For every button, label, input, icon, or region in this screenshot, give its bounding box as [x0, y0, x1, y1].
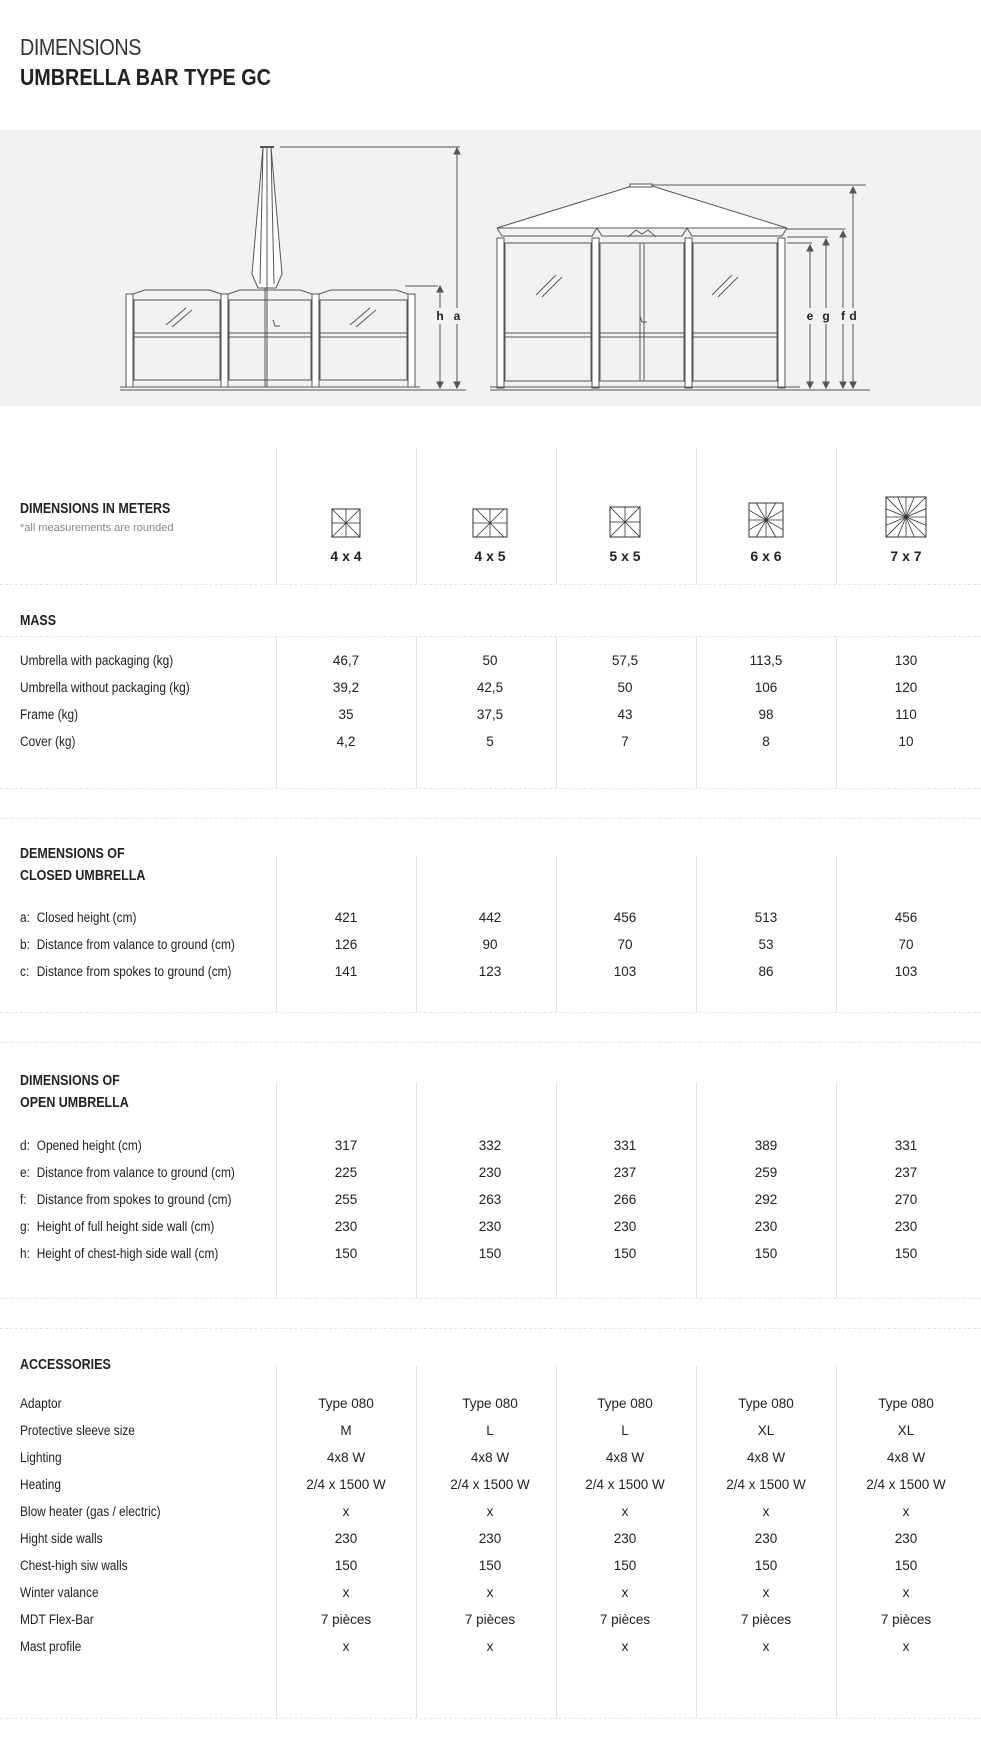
rounding-note: *all measurements are rounded: [20, 522, 174, 534]
row-label: [20, 964, 232, 979]
row-label: [20, 1219, 214, 1234]
cell-value: x: [342, 1585, 350, 1600]
row-divider: [0, 1012, 981, 1013]
row-label: [20, 937, 235, 952]
cell-value: 130: [894, 653, 918, 668]
umbrella-diagram-drawing: [0, 130, 981, 406]
row-label: [20, 1504, 161, 1519]
row-label-text: Heating: [20, 1477, 61, 1492]
open-title-line2: OPEN UMBRELLA: [20, 1095, 129, 1111]
column-divider: [696, 448, 697, 584]
row-prefix: h:: [20, 1246, 30, 1261]
column-divider: [556, 636, 557, 788]
column-divider: [836, 448, 837, 584]
cell-value: 141: [334, 964, 358, 979]
cell-value: 255: [334, 1192, 358, 1207]
row-prefix: d:: [20, 1138, 30, 1153]
row-label: [20, 680, 190, 695]
cell-value: 259: [754, 1165, 778, 1180]
cell-value: 4x8 W: [326, 1450, 366, 1465]
closed-title-line2: CLOSED UMBRELLA: [20, 868, 146, 884]
cell-value: x: [902, 1639, 910, 1654]
cell-value: 50: [617, 680, 633, 695]
column-divider: [276, 1366, 277, 1718]
cell-value: x: [762, 1504, 770, 1519]
umbrella-4x5-icon: [472, 508, 508, 538]
closed-title-line1: DEMENSIONS OF: [20, 846, 125, 862]
cell-value: Type 080: [318, 1396, 374, 1411]
row-divider: [0, 818, 981, 819]
row-label: [20, 1612, 94, 1627]
dim-label-a: a: [453, 309, 461, 323]
column-divider: [696, 636, 697, 788]
cell-value: 2/4 x 1500 W: [726, 1477, 806, 1492]
cell-value: 237: [613, 1165, 637, 1180]
cell-value: 86: [758, 964, 774, 979]
cell-value: x: [342, 1504, 350, 1519]
row-label: [20, 1423, 135, 1438]
row-label-text: Lighting: [20, 1450, 62, 1465]
cell-value: 5: [486, 734, 494, 749]
row-label: [20, 1585, 99, 1600]
column-divider: [696, 856, 697, 1012]
cell-value: x: [762, 1639, 770, 1654]
cell-value: x: [902, 1504, 910, 1519]
column-divider: [556, 448, 557, 584]
umbrella-4x4-icon: [331, 508, 361, 538]
row-prefix: a:: [20, 910, 30, 925]
cell-value: 2/4 x 1500 W: [866, 1477, 946, 1492]
column-divider: [696, 1082, 697, 1298]
row-label: [20, 707, 78, 722]
page-supertitle: DIMENSIONS: [20, 34, 141, 60]
column-divider: [556, 856, 557, 1012]
row-divider: [0, 1328, 981, 1329]
cell-value: 42,5: [476, 680, 504, 695]
cell-value: Type 080: [878, 1396, 934, 1411]
cell-value: 2/4 x 1500 W: [450, 1477, 530, 1492]
cell-value: 317: [334, 1138, 358, 1153]
cell-value: 270: [894, 1192, 918, 1207]
cell-value: Type 080: [462, 1396, 518, 1411]
cell-value: 225: [334, 1165, 358, 1180]
accessories-title: ACCESSORIES: [20, 1357, 111, 1373]
row-label-text: Height of chest-high side wall (cm): [36, 1246, 219, 1261]
row-label: [20, 1531, 103, 1546]
cell-value: x: [486, 1639, 494, 1654]
cell-value: 230: [478, 1531, 502, 1546]
row-label-text: Blow heater (gas / electric): [20, 1504, 161, 1519]
size-label: 4 x 5: [474, 548, 506, 564]
column-divider: [696, 1366, 697, 1718]
cell-value: 39,2: [332, 680, 360, 695]
cell-value: 150: [613, 1246, 637, 1261]
cell-value: 230: [894, 1219, 918, 1234]
cell-value: 7: [621, 734, 629, 749]
column-divider: [416, 856, 417, 1012]
cell-value: 150: [894, 1246, 918, 1261]
cell-value: 4x8 W: [746, 1450, 786, 1465]
cell-value: Type 080: [738, 1396, 794, 1411]
cell-value: 230: [754, 1219, 778, 1234]
cell-value: 230: [894, 1531, 918, 1546]
cell-value: 389: [754, 1138, 778, 1153]
cell-value: x: [621, 1504, 629, 1519]
row-prefix: f:: [20, 1192, 27, 1207]
cell-value: 10: [898, 734, 914, 749]
cell-value: 230: [478, 1165, 502, 1180]
column-divider: [416, 1082, 417, 1298]
row-divider: [0, 1718, 981, 1719]
cell-value: 4,2: [336, 734, 356, 749]
cell-value: 7 pièces: [320, 1612, 372, 1627]
cell-value: 2/4 x 1500 W: [306, 1477, 386, 1492]
column-divider: [276, 1082, 277, 1298]
column-divider: [416, 1366, 417, 1718]
size-label: 6 x 6: [750, 548, 782, 564]
cell-value: 456: [613, 910, 637, 925]
row-prefix: e:: [20, 1165, 30, 1180]
cell-value: 120: [894, 680, 918, 695]
cell-value: 43: [617, 707, 633, 722]
size-label: 7 x 7: [890, 548, 922, 564]
row-label: [20, 1639, 81, 1654]
cell-value: M: [340, 1423, 352, 1438]
umbrella-7x7-icon: [885, 496, 927, 538]
cell-value: 70: [898, 937, 914, 952]
cell-value: x: [486, 1585, 494, 1600]
cell-value: x: [762, 1585, 770, 1600]
row-label-text: Winter valance: [20, 1585, 99, 1600]
cell-value: 442: [478, 910, 502, 925]
row-label-text: Protective sleeve size: [20, 1423, 135, 1438]
column-divider: [836, 1366, 837, 1718]
row-label-text: Height of full height side wall (cm): [36, 1219, 215, 1234]
column-divider: [416, 636, 417, 788]
cell-value: 50: [482, 653, 498, 668]
cell-value: 230: [613, 1219, 637, 1234]
cell-value: 90: [482, 937, 498, 952]
row-label-text: Cover (kg): [20, 734, 76, 749]
dim-label-d: d: [849, 309, 857, 323]
cell-value: 230: [334, 1219, 358, 1234]
cell-value: 237: [894, 1165, 918, 1180]
row-label: [20, 1477, 61, 1492]
dim-label-e: e: [806, 309, 814, 323]
cell-value: XL: [757, 1423, 775, 1438]
row-label-text: Distance from valance to ground (cm): [36, 937, 235, 952]
cell-value: 150: [754, 1246, 778, 1261]
cell-value: 98: [758, 707, 774, 722]
row-divider: [0, 1042, 981, 1043]
row-label-text: Umbrella without packaging (kg): [20, 680, 190, 695]
column-divider: [836, 636, 837, 788]
column-divider: [836, 1082, 837, 1298]
cell-value: 7 pièces: [740, 1612, 792, 1627]
cell-value: 123: [478, 964, 502, 979]
cell-value: 513: [754, 910, 778, 925]
page-header: [20, 34, 312, 91]
dim-label-f: f: [841, 309, 845, 323]
cell-value: 7 pièces: [880, 1612, 932, 1627]
cell-value: 113,5: [749, 653, 783, 668]
cell-value: x: [621, 1639, 629, 1654]
cell-value: 150: [754, 1558, 778, 1573]
cell-value: 103: [613, 964, 637, 979]
row-label: [20, 1192, 232, 1207]
dim-label-g: g: [822, 309, 830, 323]
row-label: [20, 1165, 235, 1180]
row-divider: [0, 636, 981, 637]
cell-value: 150: [478, 1558, 502, 1573]
column-divider: [556, 1366, 557, 1718]
cell-value: 103: [894, 964, 918, 979]
open-title-line1: DIMENSIONS OF: [20, 1073, 120, 1089]
row-label: [20, 1396, 62, 1411]
row-label: [20, 1558, 128, 1573]
dimensions-title: DIMENSIONS IN METERS: [20, 501, 171, 517]
row-label-text: Umbrella with packaging (kg): [20, 653, 174, 668]
column-divider: [276, 636, 277, 788]
column-divider: [276, 856, 277, 1012]
row-prefix: c:: [20, 964, 30, 979]
row-prefix: b:: [20, 937, 30, 952]
row-label-text: Chest-high siw walls: [20, 1558, 128, 1573]
row-label-text: Closed height (cm): [36, 910, 137, 925]
row-label-text: Opened height (cm): [36, 1138, 142, 1153]
cell-value: 35: [338, 707, 354, 722]
spec-table: [0, 448, 981, 1714]
open-umbrella-drawing: [490, 184, 870, 390]
size-label: 4 x 4: [330, 548, 362, 564]
cell-value: Type 080: [597, 1396, 653, 1411]
cell-value: 7 pièces: [464, 1612, 516, 1627]
cell-value: 456: [894, 910, 918, 925]
cell-value: XL: [897, 1423, 915, 1438]
row-label-text: Distance from spokes to ground (cm): [36, 1192, 232, 1207]
umbrella-5x5-icon: [609, 506, 641, 538]
cell-value: x: [902, 1585, 910, 1600]
cell-value: 332: [478, 1138, 502, 1153]
cell-value: x: [486, 1504, 494, 1519]
cell-value: 230: [478, 1219, 502, 1234]
row-label-text: Hight side walls: [20, 1531, 103, 1546]
cell-value: 150: [894, 1558, 918, 1573]
cell-value: 126: [334, 937, 358, 952]
closed-title: [20, 843, 145, 887]
cell-value: 150: [613, 1558, 637, 1573]
cell-value: 4x8 W: [470, 1450, 510, 1465]
row-label: [20, 1450, 62, 1465]
dim-label-h: h: [436, 309, 444, 323]
row-divider: [0, 788, 981, 789]
row-divider: [0, 1298, 981, 1299]
cell-value: 4x8 W: [605, 1450, 645, 1465]
cell-value: 8: [762, 734, 770, 749]
cell-value: 263: [478, 1192, 502, 1207]
cell-value: 57,5: [611, 653, 639, 668]
cell-value: 266: [613, 1192, 637, 1207]
cell-value: x: [621, 1585, 629, 1600]
mass-title: MASS: [20, 613, 57, 629]
cell-value: 110: [895, 707, 917, 722]
cell-value: 53: [758, 937, 774, 952]
column-divider: [836, 856, 837, 1012]
cell-value: 421: [334, 910, 358, 925]
row-divider: [0, 584, 981, 585]
cell-value: 150: [334, 1246, 358, 1261]
row-label-text: Distance from spokes to ground (cm): [36, 964, 232, 979]
column-divider: [416, 448, 417, 584]
cell-value: 70: [617, 937, 633, 952]
page-title: UMBRELLA BAR TYPE GC: [20, 64, 271, 90]
row-prefix: g:: [20, 1219, 30, 1234]
cell-value: 37,5: [476, 707, 504, 722]
row-label-text: Frame (kg): [20, 707, 79, 722]
cell-value: 7 pièces: [599, 1612, 651, 1627]
cell-value: L: [486, 1423, 494, 1438]
row-label-text: Distance from valance to ground (cm): [36, 1165, 235, 1180]
row-label: [20, 734, 75, 749]
row-label-text: MDT Flex-Bar: [20, 1612, 94, 1627]
cell-value: 46,7: [332, 653, 360, 668]
open-title: [20, 1070, 129, 1114]
row-label-text: Adaptor: [20, 1396, 62, 1411]
cell-value: 230: [334, 1531, 358, 1546]
umbrella-diagram: [0, 130, 981, 406]
cell-value: 230: [754, 1531, 778, 1546]
cell-value: 331: [613, 1138, 637, 1153]
closed-umbrella-drawing: [120, 147, 466, 390]
size-label: 5 x 5: [609, 548, 641, 564]
cell-value: 2/4 x 1500 W: [585, 1477, 665, 1492]
cell-value: 150: [334, 1558, 358, 1573]
row-label: [20, 1246, 218, 1261]
cell-value: 106: [754, 680, 778, 695]
row-label-text: Mast profile: [20, 1639, 82, 1654]
column-divider: [276, 448, 277, 584]
column-divider: [556, 1082, 557, 1298]
row-label: [20, 910, 136, 925]
cell-value: x: [342, 1639, 350, 1654]
cell-value: 230: [613, 1531, 637, 1546]
row-label: [20, 1138, 142, 1153]
cell-value: 4x8 W: [886, 1450, 926, 1465]
cell-value: L: [621, 1423, 629, 1438]
row-label: [20, 653, 173, 668]
cell-value: 331: [894, 1138, 918, 1153]
cell-value: 292: [754, 1192, 778, 1207]
umbrella-6x6-icon: [748, 502, 784, 538]
cell-value: 150: [478, 1246, 502, 1261]
